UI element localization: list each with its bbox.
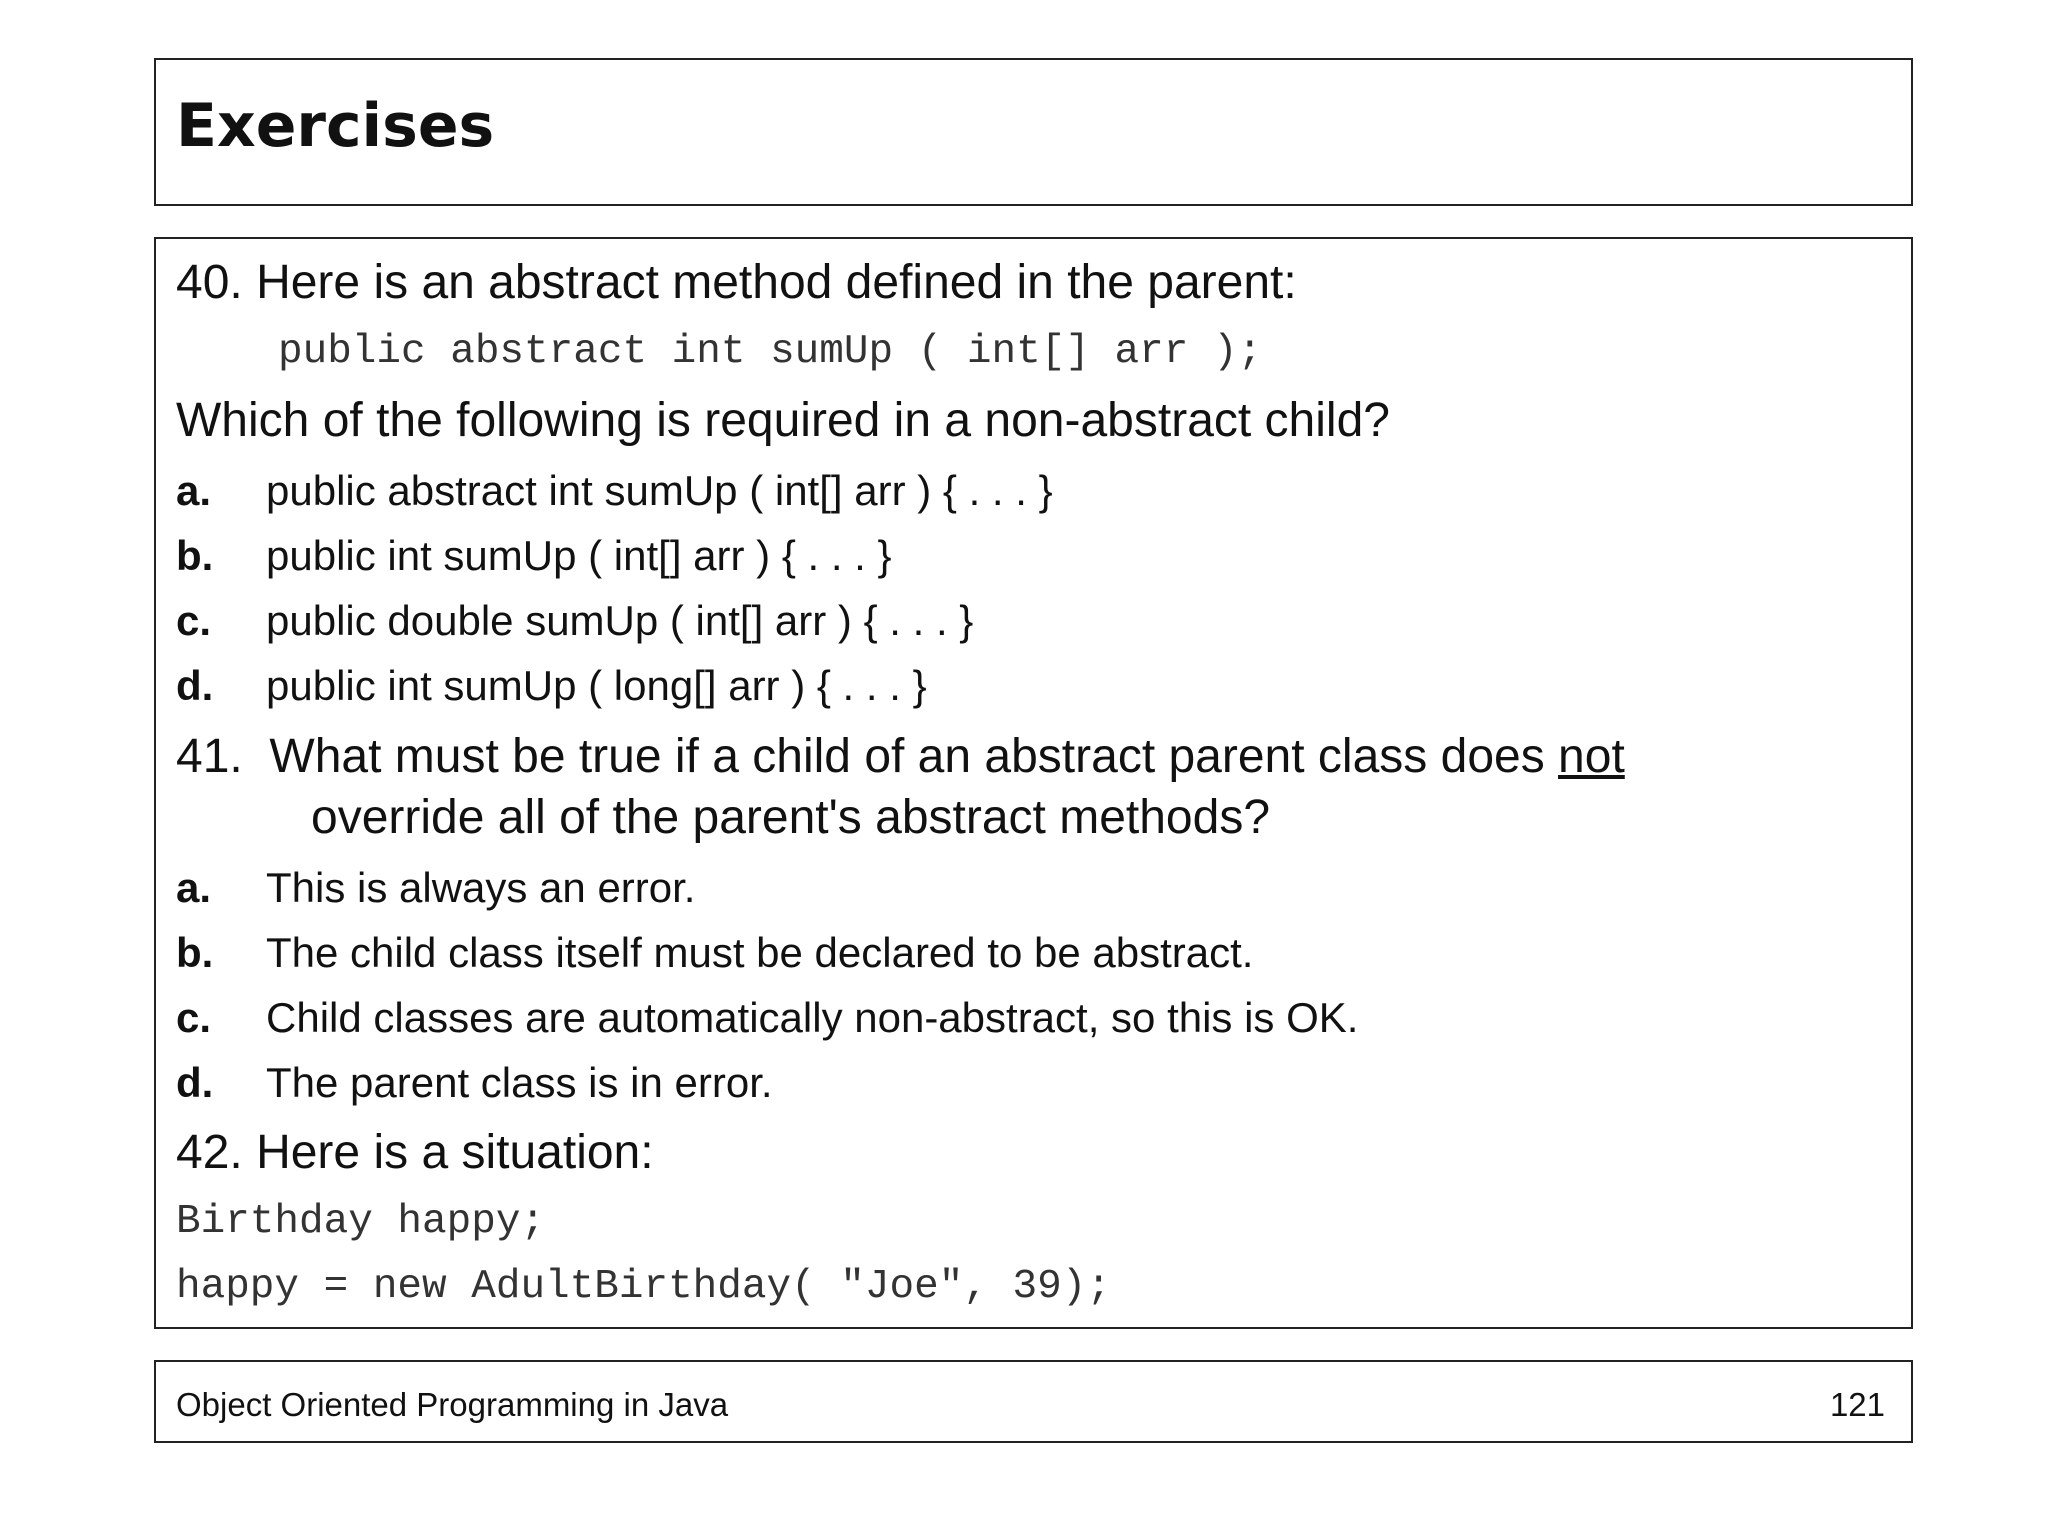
question-40-question: Which of the following is required in a non-abstract child? — [176, 394, 1390, 447]
question-41-prompt — [176, 730, 1625, 783]
question-41-option-c — [176, 994, 1359, 1041]
question-42-code-line-2: happy = new AdultBirthday( "Joe", 39); — [176, 1264, 1111, 1310]
footer-panel — [154, 1360, 1913, 1443]
option-letter: a. — [176, 467, 212, 514]
footer-course-title: Object Oriented Programming in Java — [176, 1386, 729, 1423]
question-40-code: public abstract int sumUp ( int[] arr ); — [278, 329, 1263, 375]
option-letter: a. — [176, 864, 212, 911]
option-text: public double sumUp ( int[] arr ) { . . . } — [266, 597, 974, 644]
title-panel — [154, 58, 1913, 206]
question-41-prompt-continued: override all of the parent's abstract methods? — [311, 791, 1271, 844]
question-41-prompt-text: 41. What must be true if a child of an abstract parent class does — [176, 730, 1559, 783]
option-text: The parent class is in error. — [266, 1059, 773, 1106]
option-letter: c. — [176, 994, 212, 1041]
option-letter: c. — [176, 597, 212, 644]
page-number: 121 — [1829, 1386, 1885, 1423]
option-letter: b. — [176, 929, 214, 976]
question-40-option-c — [176, 597, 974, 644]
question-42-prompt: 42. Here is a situation: — [176, 1126, 654, 1179]
option-text: This is always an error. — [266, 864, 696, 911]
question-41-option-d — [176, 1059, 773, 1106]
option-letter: b. — [176, 532, 214, 579]
question-41-emphasis: not — [1558, 730, 1625, 783]
question-40-prompt: 40. Here is an abstract method defined in the parent: — [176, 256, 1297, 309]
option-text: public int sumUp ( long[] arr ) { . . . } — [266, 662, 927, 709]
option-text: Child classes are automatically non-abstract, so this is OK. — [266, 994, 1359, 1041]
option-text: public int sumUp ( int[] arr ) { . . . } — [266, 532, 892, 579]
option-text: The child class itself must be declared to be abstract. — [266, 929, 1254, 976]
option-text: public abstract int sumUp ( int[] arr ) { . . . } — [266, 467, 1053, 514]
question-40-option-a — [176, 467, 1053, 514]
option-letter: d. — [176, 1059, 214, 1106]
page-title: Exercises — [176, 91, 495, 161]
option-letter: d. — [176, 662, 214, 709]
question-41-option-a — [176, 864, 696, 911]
question-42-code-line-1: Birthday happy; — [176, 1199, 546, 1245]
question-41-option-b — [176, 929, 1254, 976]
question-40-option-d — [176, 662, 927, 709]
question-40-option-b — [176, 532, 892, 579]
content-panel — [154, 237, 1913, 1329]
